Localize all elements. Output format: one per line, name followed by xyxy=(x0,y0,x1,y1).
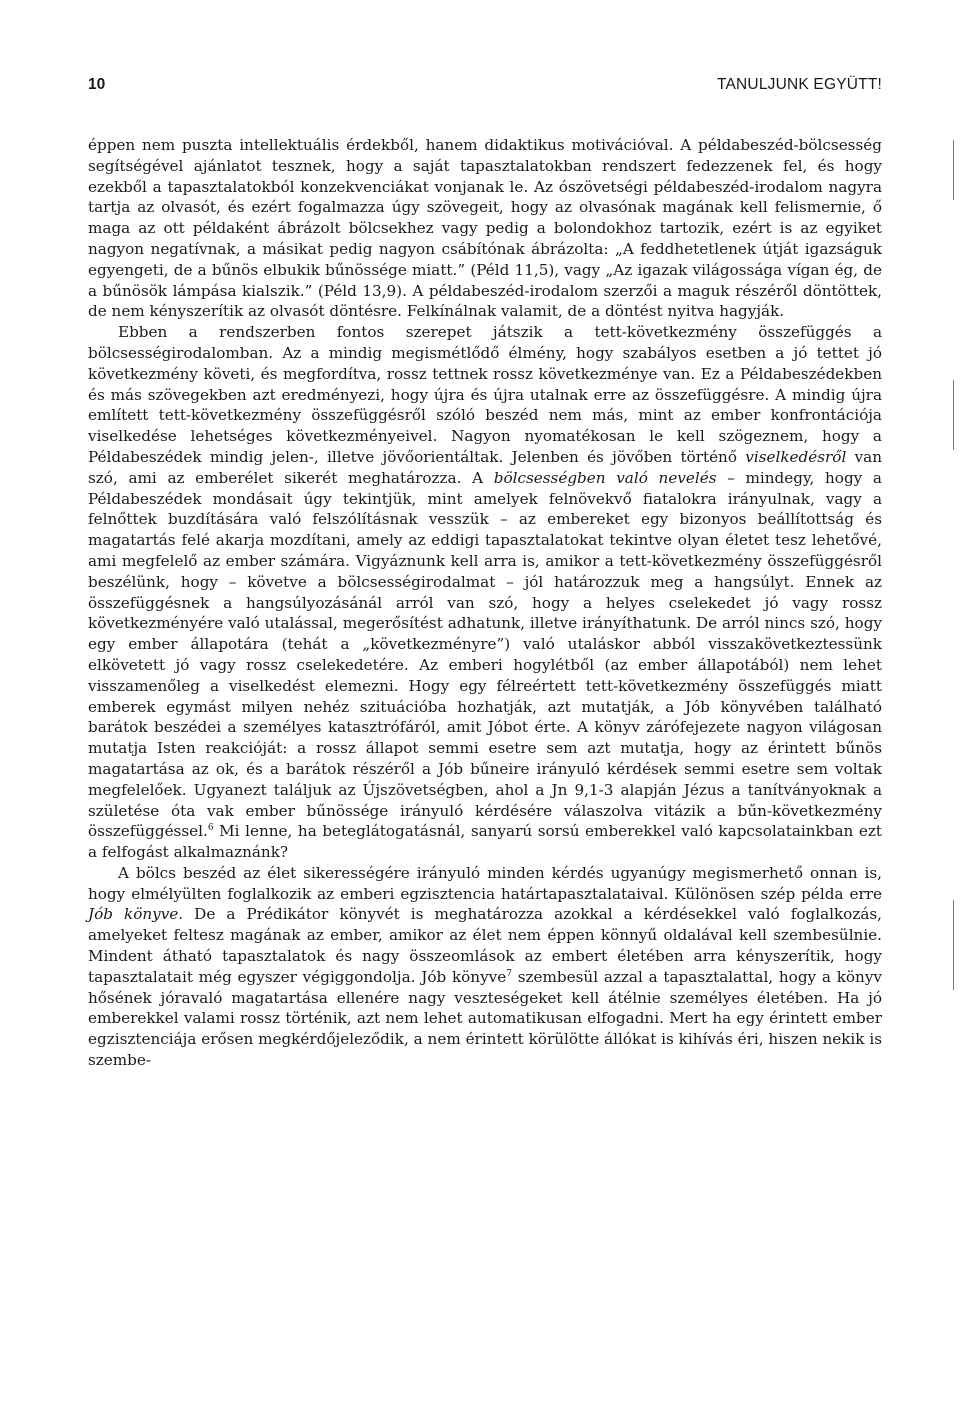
paragraph xyxy=(88,135,882,322)
footnote-ref: 7 xyxy=(506,968,512,979)
text-run: szembesül azzal a tapasztalattal, hogy a könyv hősének jóravaló magatartása ellenére nagy veszteségeket kell átélnie személyes életében. Ha jó emberekkel valami rossz történik, azt nem lehet automatikusan elfogadni. Mert ha egy érintett ember egzisztenciája erősen megkérdőjeleződik, a nem érintett körülötte állókat is kihívás éri, hiszen nekik is szembe- xyxy=(88,967,882,1070)
text-run: . De a Prédikátor könyvét is meghatározza azokkal a kérdésekkel való foglalkozás, amelyeket feltesz magának az ember, amikor az élet nem éppen könnyű oldalával kell szembesülnie. Mindent átható tapasztalatok és nagy összeomlások az embert életében arra kényszerítik, hogy tapasztalatait még egyszer végiggondolja. Jób könyve xyxy=(88,905,883,986)
italic-text: bölcsességben való nevelés xyxy=(493,468,717,487)
text-run: Ebben a rendszerben fontos szerepet játszik a tett-következmény összefüggés a bölcsességirodalomban. Az a mindig megismétlődő élmény, hogy szabályos esetben a jó tettet jó következmény követi, és megfordítva, rossz tettnek rossz következménye van. Ez a Példabeszédekben és más szövegekben azt eredményezi, hogy újra és újra utalnak erre az összefüggésre. A mindig újra említett tett-következmény összefüggésről szóló beszéd nem más, mint az ember konfrontációja viselkedése lehetséges következményeivel. Nagyon nyomatékosan le kell szögeznem, hogy a Példabeszédek mindig jelen-, illetve jövőorientáltak. Jelenben és jövőben történő xyxy=(88,323,882,466)
scan-edge-mark xyxy=(953,380,954,450)
italic-text: viselkedésről xyxy=(745,447,847,466)
scan-edge-mark xyxy=(953,900,954,990)
running-title: TANULJUNK EGYÜTT! xyxy=(716,76,882,93)
scan-edge-mark xyxy=(953,140,954,200)
footnote-ref: 6 xyxy=(207,823,214,834)
text-run: A bölcs beszéd az élet sikerességére irányuló minden kérdés ugyanúgy megismerhető onnan is, hogy elmélyülten foglalkozik az emberi egzisztencia határtapasztalataival. Különösen szép példa erre xyxy=(88,863,882,903)
paragraph xyxy=(88,863,882,1071)
text-run: – mindegy, hogy a Példabeszédek mondásait úgy tekintjük, mint amelyek felnövekvő fiatalokra irányulnak, vagy a felnőttek buzdítására való felszólításnak vesszük – az embereket egy bizonyos beállítottság és magatartás felé akarja mozdítani, amely az eddigi tapasztalatokat tekintve olyan életet tesz lehetővé, ami megfelelő az ember számára. Vigyáznunk kell arra is, amikor a tett-következmény összefüggésről beszélünk, hogy – követve a bölcsességirodalmat – jól határozzuk meg a hangsúlyt. Ennek az összefüggésnek a hangsúlyozásánál arról van szó, hogy a helyes cselekedet jó vagy rossz következményére való utalással, megerősítést adhatunk, illetve irányíthatunk. De arról nincs szó, hogy egy ember állapotára (tehát a „következményre”) való utaláskor abból visszakövetkeztessünk elkövetett jó vagy rossz cselekedetére. Az emberi hogylétből (az ember állapotából) nem lehet visszamenőleg a viselkedést elemezni. Hogy egy félreértett tett-következmény összefüggés miatt emberek egymást milyen nehéz szituációba hozhatják, azt mutatják, a Jób könyvében található barátok beszédei a személyes katasztrófáról, amit Jóbot érte. A könyv zárófejezete nagyon világosan mutatja Isten reakcióját: a rossz állapot semmi esetre sem azt mutatja, hogy az érintett bűnös magatartása az ok, és a barátok részéről a Jób bűneire irányuló kérdések semmi esetre sem voltak megfelelőek. Ugyanezt találjuk az Újszövetségben, ahol a Jn 9,1-3 alapján Jézus a tanítványoknak a születése óta vak ember bűnössége irányuló kérdésére válaszolva vitázik a bűn-következmény összefüggéssel. xyxy=(88,468,882,841)
text-run: van szó, ami az emberélet sikerét meghatározza. A xyxy=(88,447,883,487)
body-text xyxy=(88,135,882,1071)
paragraph xyxy=(88,322,882,863)
page-number: 10 xyxy=(88,76,106,93)
italic-text: Jób könyve xyxy=(88,905,179,924)
text-run: Mi lenne, ha beteglátogatásnál, sanyarú sorsú emberekkel való kapcsolatainkban ezt a felfogást alkalmaznánk? xyxy=(88,822,882,862)
text-run: éppen nem puszta intellektuális érdekből, hanem didaktikus motivációval. A példabeszéd-bölcsesség segítségével ajánlatot tesznek, hogy a saját tapasztalatokban rendszert fedezzenek fel, és hogy ezekből a tapasztalatokból konzekvenciákat vonjanak le. Az ószövetségi példabeszéd-irodalom nagyra tartja az olvasót, és ezért fogalmazza úgy szövegeit, hogy az olvasónak magának kell felismernie, ő maga az ott példaként ábrázolt bölcsekhez vagy pedig a bolondokhoz tartozik, ezért is az egyiket nagyon negatívnak, a másikat pedig nagyon csábítónak ábrázolta: „A feddhetetlenek útját igazságuk egyengeti, de a bűnös elbukik bűnössége miatt.” (Péld 11,5), vagy „Az igazak világossága vígan ég, de a bűnösök lámpása kialszik.” (Péld 13,9). A példabeszéd-irodalom szerzői a maguk részéről döntöttek, de nem kényszerítik az olvasót döntésre. Felkínálnak valamit, de a döntést nyitva hagyják. xyxy=(88,136,882,321)
running-head xyxy=(88,76,882,100)
